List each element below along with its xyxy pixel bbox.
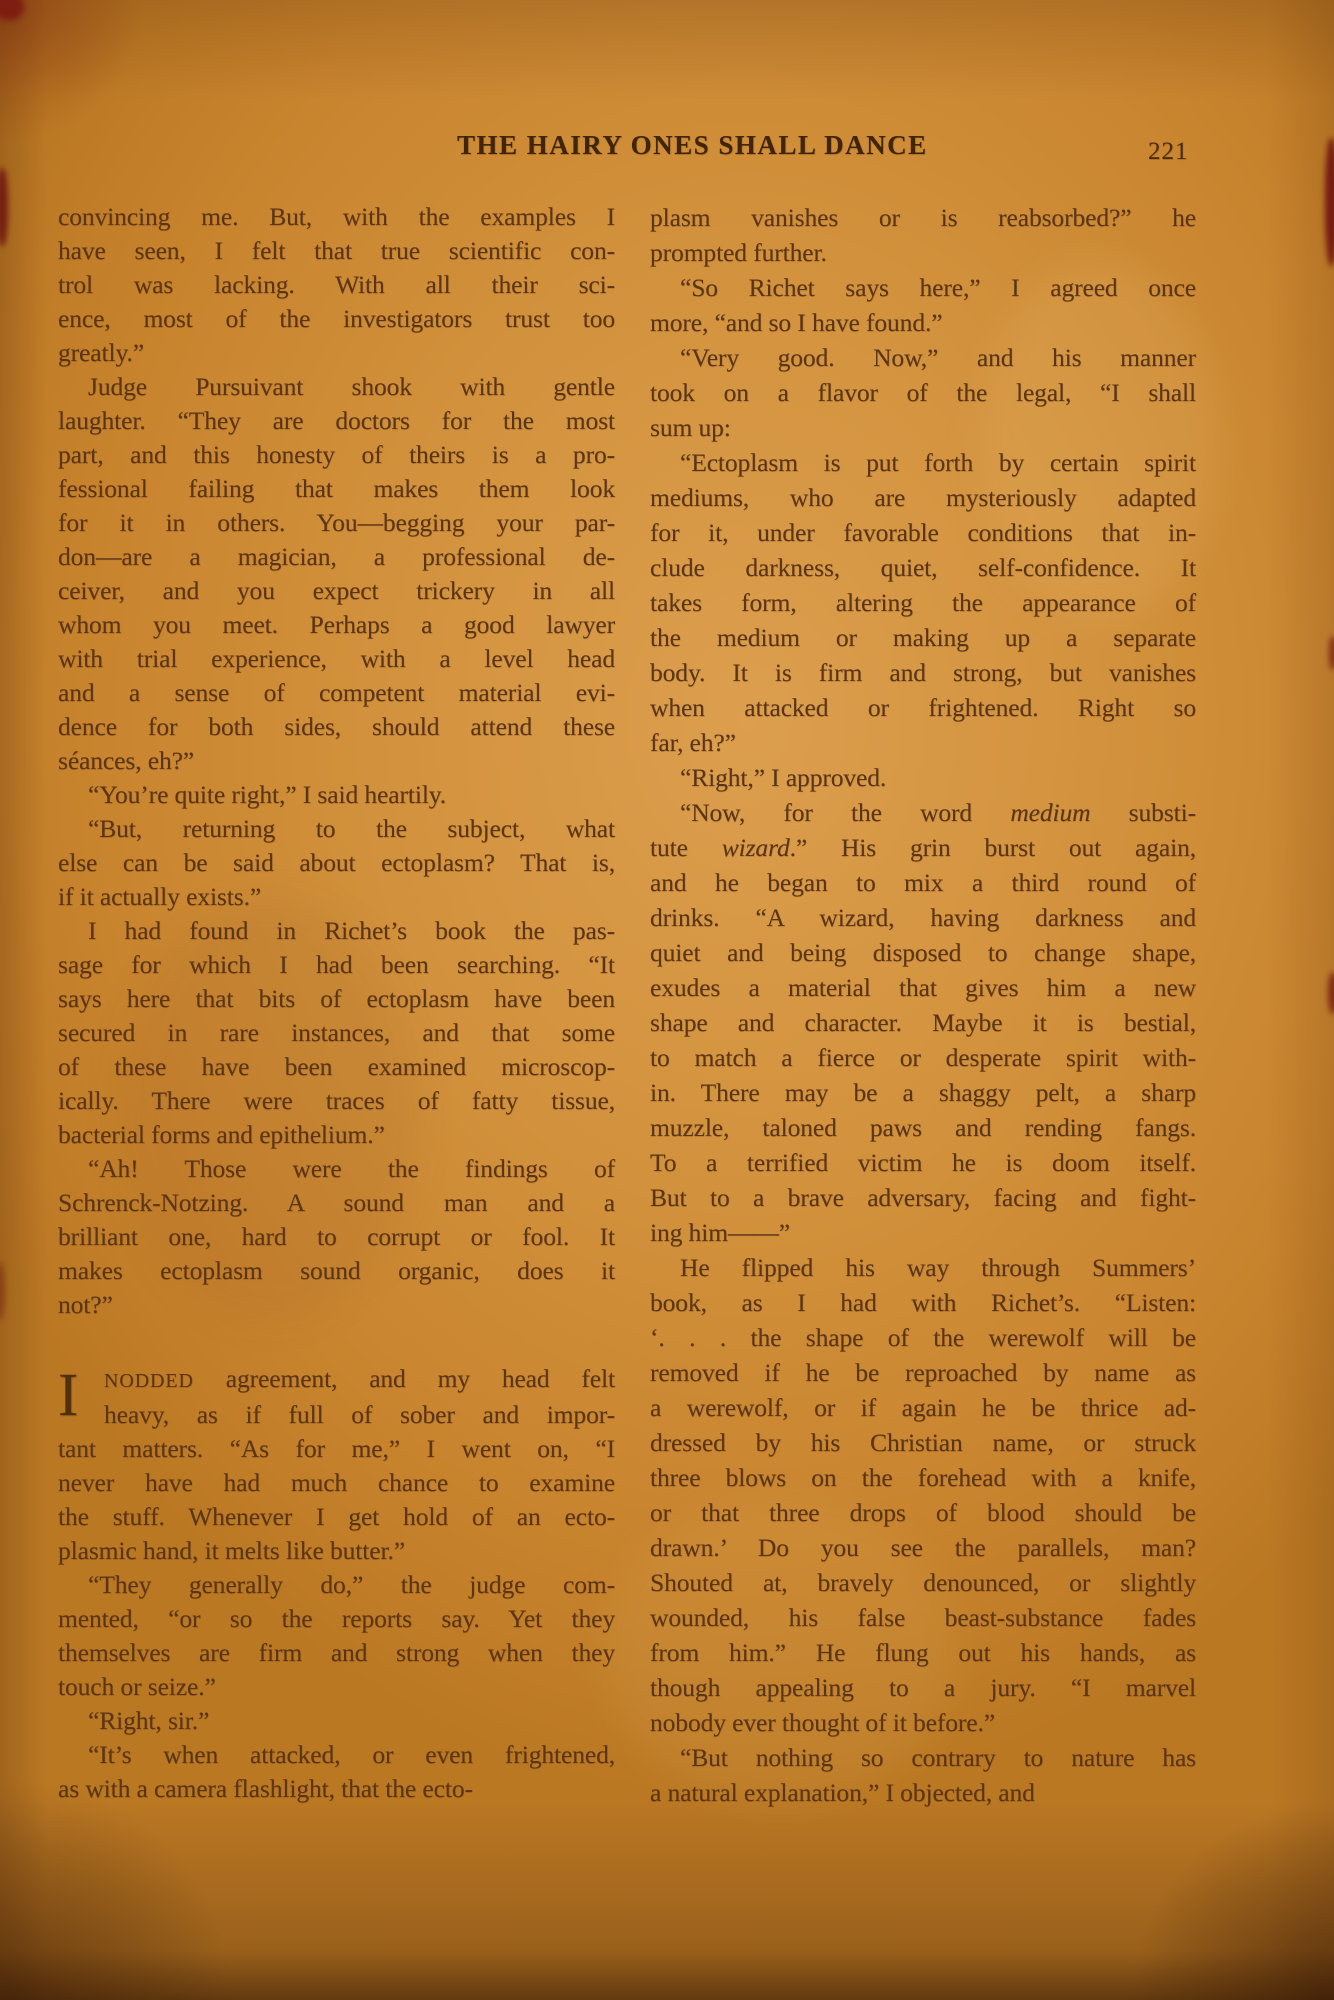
text-line: sum up: bbox=[650, 413, 731, 442]
text-line: with trial experience, with a level head bbox=[58, 644, 615, 673]
text-line: “You’re quite right,” I said heartily. bbox=[88, 780, 447, 809]
edge-stain-top-left bbox=[0, 0, 24, 20]
text-line: nobody ever thought of it before.” bbox=[650, 1708, 995, 1737]
text-line: body. It is firm and strong, but vanishes bbox=[650, 658, 1196, 687]
text-line: quiet and being disposed to change shape, bbox=[650, 938, 1196, 967]
text-line: drawn.’ Do you see the parallels, man? bbox=[650, 1533, 1196, 1562]
edge-stain-left-lower bbox=[0, 1262, 5, 1320]
paragraph bbox=[650, 1740, 1196, 1810]
text-line: “Very good. Now,” and his manner bbox=[680, 343, 1196, 372]
text-line: far, eh?” bbox=[650, 728, 736, 757]
text-line: when attacked or frightened. Right so bbox=[650, 693, 1196, 722]
paragraph bbox=[650, 200, 1196, 270]
text-line: bacterial forms and epithelium.” bbox=[58, 1120, 385, 1149]
text-line: and a sense of competent material evi- bbox=[58, 678, 615, 707]
left-text-column bbox=[58, 200, 615, 1806]
text-line: mented, “or so the reports say. Yet they bbox=[58, 1604, 615, 1633]
text-line: never have had much chance to examine bbox=[58, 1468, 615, 1497]
drop-cap-letter: I bbox=[58, 1362, 79, 1429]
text-line: ceiver, and you expect trickery in all bbox=[58, 576, 615, 605]
text-line: heavy, as if full of sober and impor- bbox=[104, 1400, 615, 1429]
text-line: dence for both sides, should attend these bbox=[58, 712, 615, 741]
text-line: the medium or making up a separate bbox=[650, 623, 1196, 652]
text-line: book, as I had with Richet’s. “Listen: bbox=[650, 1288, 1196, 1317]
text-line: as with a camera flashlight, that the ecto- bbox=[58, 1774, 473, 1803]
text-line: To a terrified victim he is doom itself. bbox=[650, 1148, 1196, 1177]
paragraph bbox=[58, 1568, 615, 1704]
text-line: But to a brave adversary, facing and fight- bbox=[650, 1183, 1196, 1212]
text-line: took on a flavor of the legal, “I shall bbox=[650, 378, 1196, 407]
paragraph bbox=[58, 1362, 615, 1568]
text-line: three blows on the forehead with a knife, bbox=[650, 1463, 1196, 1492]
text-line: Shouted at, bravely denounced, or slightly bbox=[650, 1568, 1196, 1597]
paragraph bbox=[58, 1152, 615, 1322]
text-line: plasm vanishes or is reabsorbed?” he bbox=[650, 203, 1196, 232]
text-line: I had found in Richet’s book the pas- bbox=[88, 916, 615, 945]
text-line: else can be said about ectoplasm? That is, bbox=[58, 848, 615, 877]
text-line: and he began to mix a third round of bbox=[650, 868, 1196, 897]
text-line: Schrenck-Notzing. A sound man and a bbox=[58, 1188, 615, 1217]
running-head-title: THE HAIRY ONES SHALL DANCE bbox=[457, 130, 928, 160]
text-line: wounded, his false beast-substance fades bbox=[650, 1603, 1196, 1632]
text-line: laughter. “They are doctors for the most bbox=[58, 406, 615, 435]
text-line: more, “and so I have found.” bbox=[650, 308, 943, 337]
small-caps-text: NODDED bbox=[104, 1370, 194, 1392]
text-line: from him.” He flung out his hands, as bbox=[650, 1638, 1196, 1667]
text-line: exudes a material that gives him a new bbox=[650, 973, 1196, 1002]
right-text-column bbox=[650, 200, 1196, 1810]
text-line: or that three drops of blood should be bbox=[650, 1498, 1196, 1527]
text-line: says here that bits of ectoplasm have been bbox=[58, 984, 615, 1013]
italic-text: medium bbox=[1010, 798, 1091, 827]
italic-text: wizard bbox=[721, 833, 790, 862]
text-line: sage for which I had been searching. “It bbox=[58, 950, 615, 979]
text-line: a natural explanation,” I objected, and bbox=[650, 1778, 1035, 1807]
text-line: touch or seize.” bbox=[58, 1672, 216, 1701]
text-line: a werewolf, or if again he be thrice ad- bbox=[650, 1393, 1196, 1422]
text-line: séances, eh?” bbox=[58, 746, 195, 775]
text-line: in. There may be a shaggy pelt, a sharp bbox=[650, 1078, 1196, 1107]
text-line: “But, returning to the subject, what bbox=[88, 814, 615, 843]
text-line: He flipped his way through Summers’ bbox=[680, 1253, 1196, 1282]
text-line: “So Richet says here,” I agreed once bbox=[680, 273, 1196, 302]
paragraph bbox=[650, 445, 1196, 760]
paragraph bbox=[650, 760, 1196, 795]
paragraph bbox=[58, 370, 615, 778]
text-line: though appealing to a jury. “I marvel bbox=[650, 1673, 1196, 1702]
text-line: “Ectoplasm is put forth by certain spirit bbox=[680, 448, 1196, 477]
text-line: to match a fierce or desperate spirit with- bbox=[650, 1043, 1196, 1072]
text-line: “But nothing so contrary to nature has bbox=[680, 1743, 1196, 1772]
paragraph bbox=[58, 1704, 615, 1738]
edge-stain-right-lower bbox=[1328, 972, 1334, 1014]
text-line: takes form, altering the appearance of bbox=[650, 588, 1196, 617]
text-line: ically. There were traces of fatty tissue, bbox=[58, 1086, 615, 1115]
paragraph bbox=[650, 795, 1196, 1250]
text-line: greatly.” bbox=[58, 338, 144, 367]
text-line: the stuff. Whenever I get hold of an ecto- bbox=[58, 1502, 615, 1531]
text-line: themselves are firm and strong when they bbox=[58, 1638, 615, 1667]
text-line: trol was lacking. With all their sci- bbox=[58, 270, 615, 299]
text-line: muzzle, taloned paws and rending fangs. bbox=[650, 1113, 1196, 1142]
edge-stain-left-upper bbox=[0, 168, 8, 246]
text-line: for it in others. You—begging your par- bbox=[58, 508, 615, 537]
text-line: if it actually exists.” bbox=[58, 882, 262, 911]
text-line: ing him——” bbox=[650, 1218, 790, 1247]
text-line: don—are a magician, a professional de- bbox=[58, 542, 615, 571]
paragraph bbox=[58, 200, 615, 370]
edge-stain-right-middle bbox=[1329, 636, 1334, 670]
text-line: have seen, I felt that true scientific con- bbox=[58, 236, 615, 265]
text-line: makes ectoplasm sound organic, does it bbox=[58, 1256, 615, 1285]
text-line: shape and character. Maybe it is bestial, bbox=[650, 1008, 1196, 1037]
text-line: ence, most of the investigators trust too bbox=[58, 304, 615, 333]
text-line: tute wizard.” His grin burst out again, bbox=[650, 833, 1196, 862]
edge-stain-right-upper bbox=[1325, 138, 1334, 266]
text-line: prompted further. bbox=[650, 238, 827, 267]
text-line: “They generally do,” the judge com- bbox=[88, 1570, 615, 1599]
paragraph bbox=[650, 270, 1196, 340]
text-line: “Right, sir.” bbox=[88, 1706, 210, 1735]
page-number: 221 bbox=[1148, 138, 1189, 165]
text-line: plasmic hand, it melts like butter.” bbox=[58, 1536, 405, 1565]
paragraph bbox=[58, 914, 615, 1152]
text-line: removed if he be reproached by name as bbox=[650, 1358, 1196, 1387]
paragraph bbox=[58, 1738, 615, 1806]
text-line: “Ah! Those were the findings of bbox=[88, 1154, 615, 1183]
text-line: tant matters. “As for me,” I went on, “I bbox=[58, 1434, 615, 1463]
text-line: secured in rare instances, and that some bbox=[58, 1018, 615, 1047]
paragraph bbox=[58, 778, 615, 812]
text-line: part, and this honesty of theirs is a pro- bbox=[58, 440, 615, 469]
text-line: whom you meet. Perhaps a good lawyer bbox=[58, 610, 615, 639]
paragraph bbox=[650, 340, 1196, 445]
text-line: NODDED agreement, and my head felt bbox=[104, 1364, 615, 1393]
text-line: fessional failing that makes them look bbox=[58, 474, 615, 503]
text-line: of these have been examined microscop- bbox=[58, 1052, 615, 1081]
paragraph bbox=[58, 812, 615, 914]
text-line: dressed by his Christian name, or struck bbox=[650, 1428, 1196, 1457]
text-line: convincing me. But, with the examples I bbox=[58, 202, 615, 231]
text-line: “Now, for the word medium substi- bbox=[680, 798, 1196, 827]
text-line: brilliant one, hard to corrupt or fool. It bbox=[58, 1222, 615, 1251]
text-line: “Right,” I approved. bbox=[680, 763, 887, 792]
text-line: Judge Pursuivant shook with gentle bbox=[88, 372, 615, 401]
text-line: drinks. “A wizard, having darkness and bbox=[650, 903, 1196, 932]
paragraph bbox=[650, 1250, 1196, 1740]
text-line: “It’s when attacked, or even frightened, bbox=[88, 1740, 615, 1769]
text-line: mediums, who are mysteriously adapted bbox=[650, 483, 1196, 512]
text-line: clude darkness, quiet, self-confidence. It bbox=[650, 553, 1196, 582]
text-line: ‘. . . the shape of the werewolf will be bbox=[650, 1323, 1196, 1352]
text-line: for it, under favorable conditions that in- bbox=[650, 518, 1196, 547]
text-line: not?” bbox=[58, 1290, 113, 1319]
